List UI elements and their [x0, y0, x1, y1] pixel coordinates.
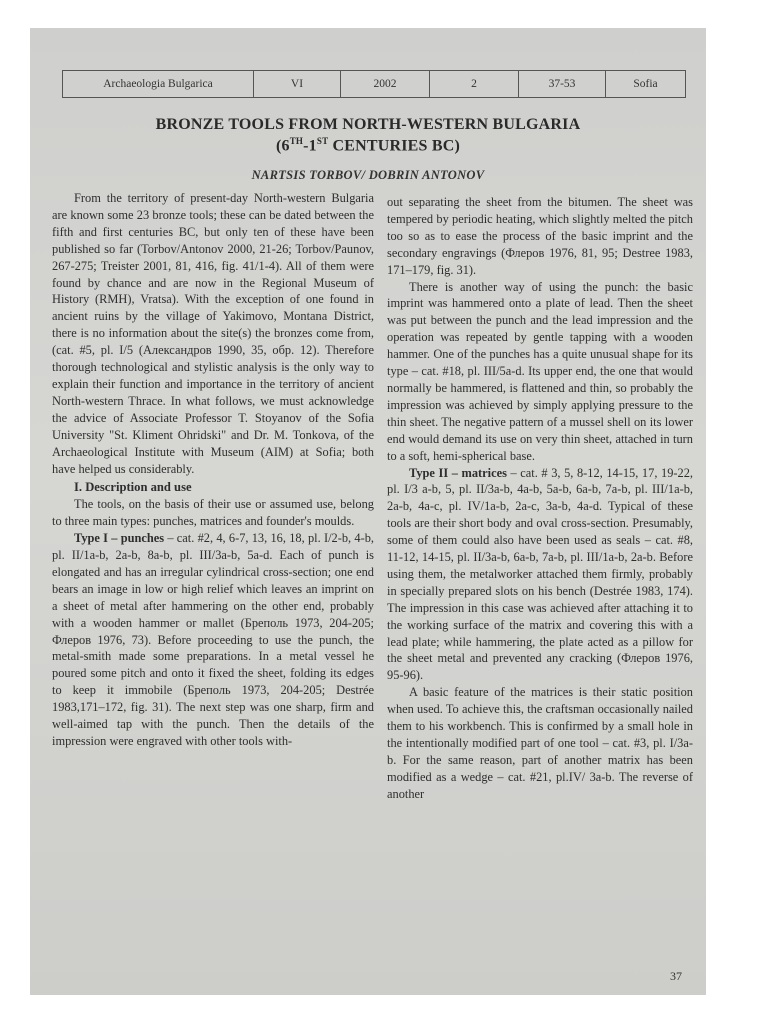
title-sup-1: TH	[289, 136, 304, 146]
header-pages: 37-53	[519, 71, 606, 97]
article-authors: NARTSIS TORBOV/ DOBRIN ANTONOV	[251, 168, 485, 182]
article-title	[30, 116, 706, 154]
title-part: -1	[303, 137, 317, 155]
type2-text: – cat. # 3, 5, 8-12, 14-15, 17, 19-22, pl. I/3 a-b, 5, pl. II/3a-b, 4a-b, 5a-b, 6a-b, 7a-b, pl. III/1a-b, 2a-b, 4a-c, pl. IV/1a-b, 2a-c, 3a-b, 4a-d. Typical of these tools are their short body and oval cross-section. Presumably, some of them could also have been used as seals – cat. #8, 11-12, 14-15, pl. II/3a-b, 6a-b, 7a-b, pl. III/1a-b, 2a-b. Before using them, the metalworker attached them firmly, probably in specially prepared slots on his bench (Destrée 1983, 174). The impression in this case was achieved after attaching it to the working surface of the matrix and covering this with a lead plate; while hammering, the plate acted as a pillow for the sheet metal and prevented any cracking (Флеров 1976, 95-96).	[387, 465, 694, 683]
type1-text: – cat. #2, 4, 6-7, 13, 16, 18, pl. I/2-b, 4-b, pl. II/1a-b, 2a-b, 8a-b, pl. III/3a-b, 5a-d. Each of punch is elongated and has an irregular cylindrical cross-section; one end bears an image in low or high relief which leaves an imprint on a sheet of metal after hammering on the other end, probably with a wooden hammer or mallet (Бреполь 1973, 204-205; Флеров 1976, 73). Before proceeding to use the punch, the metal-smith made some preparations. In a metal vessel he poured some pitch and onto it fixed the sheet, folding its edges to keep it immobile (Бреполь 1973, 204-205; Destrée 1983,171–172, fig. 31). The next step was one sharp, firm and well-aimed tap with the punch. Then the details of the impression were engraved with other tools with-	[52, 531, 374, 748]
types-paragraph: The tools, on the basis of their use or assumed use, belong to three main types: punches, matrices and founder's moulds.	[52, 497, 374, 529]
continuation-paragraph: out separating the sheet from the bitumen. The sheet was tempered by periodic heating, which slightly melted the pitch too so as to ease the process of the basic imprint and the secondary engravings (Флеров 1976, 81, 95; Destree 1983, 171–179, fig. 31).	[387, 195, 693, 277]
header-journal: Archaeologia Bulgarica	[63, 71, 254, 97]
section-heading: I. Description and use	[74, 480, 192, 495]
intro-paragraph: From the territory of present-day North-western Bulgaria are known some 23 bronze tools; these can be dated between the fifth and first centuries BC, but only ten of these have been published so far (Torbov/Antonov 2000, 21-26; Torbov/Paunov, 267-275; Treister 2001, 81, 416, fig. 41/1-4). All of them were found by chance and are now in the Regional Museum of History (RMH), Vratsa). With the exception of one found in ancient ruins by the village of Yakimovo, Montana District, there is no information about the site(s) the bronzes come from, (cat. #5, pl. I/5 (Александров 1990, 35, обр. 12). Therefore thorough technological and stylistic analysis is the only way to explain their function and importance in the territory of ancient North-western Thrace. In what follows, we must acknowledge the advice of Associate Professor T. Stoyanov of the Sofia University "St. Kliment Ohridski" and Dr. M. Tonkova, of the Archaeological Institute with Museum (AIM) at Sofia; both have helped us considerably.	[52, 191, 374, 476]
type1-paragraph	[52, 530, 374, 750]
title-part: (6	[275, 137, 290, 155]
header-city: Sofia	[633, 78, 658, 90]
header-issue: 2	[430, 71, 519, 97]
punch-paragraph: There is another way of using the punch: the basic imprint was hammered onto a plate of lead. Then the sheet was put between the punch and the lead impression and the operation was repeated by gentle tapping with a wooden hammer. One of the punches has a quite unusual shape for its type – cat. #18, pl. III/5a-d. Its upper end, the one that would normally be hammered, is flattened and thin, so probably the impression was achieved by simply applying pressure to the thin sheet. The negative pattern of a mussel shell on its lower end would demand its use on very thin sheet, attached in turn to a soft, hemi-spherical base.	[387, 279, 693, 463]
title-line-1: BRONZE TOOLS FROM NORTH-WESTERN BULGARIA	[155, 116, 581, 133]
journal-page	[30, 28, 706, 995]
left-column	[52, 190, 374, 750]
journal-header-table	[62, 70, 686, 98]
header-year: 2002	[341, 71, 430, 97]
matrices-paragraph: A basic feature of the matrices is their static position when used. To achieve this, the craftsman occasionally nailed them to his workbench. This is confirmed by a small hole in the intentionally modified part of one tool – cat. #3, pl. I/3a-b. For the same reason, part of another matrix has been modified as a wedge – cat. #21, pl.IV/ 3a-b. The reverse of another	[387, 685, 693, 801]
right-column	[387, 194, 693, 803]
title-line-2	[30, 133, 706, 154]
title-part: CENTURIES BC)	[328, 137, 460, 155]
header-volume: VI	[254, 71, 341, 97]
type2-label: Type II – matrices	[409, 465, 507, 480]
type1-label: Type I – punches	[74, 531, 165, 546]
type2-paragraph	[387, 465, 693, 685]
title-sup-2: ST	[316, 136, 329, 146]
page-number: 37	[670, 969, 682, 983]
